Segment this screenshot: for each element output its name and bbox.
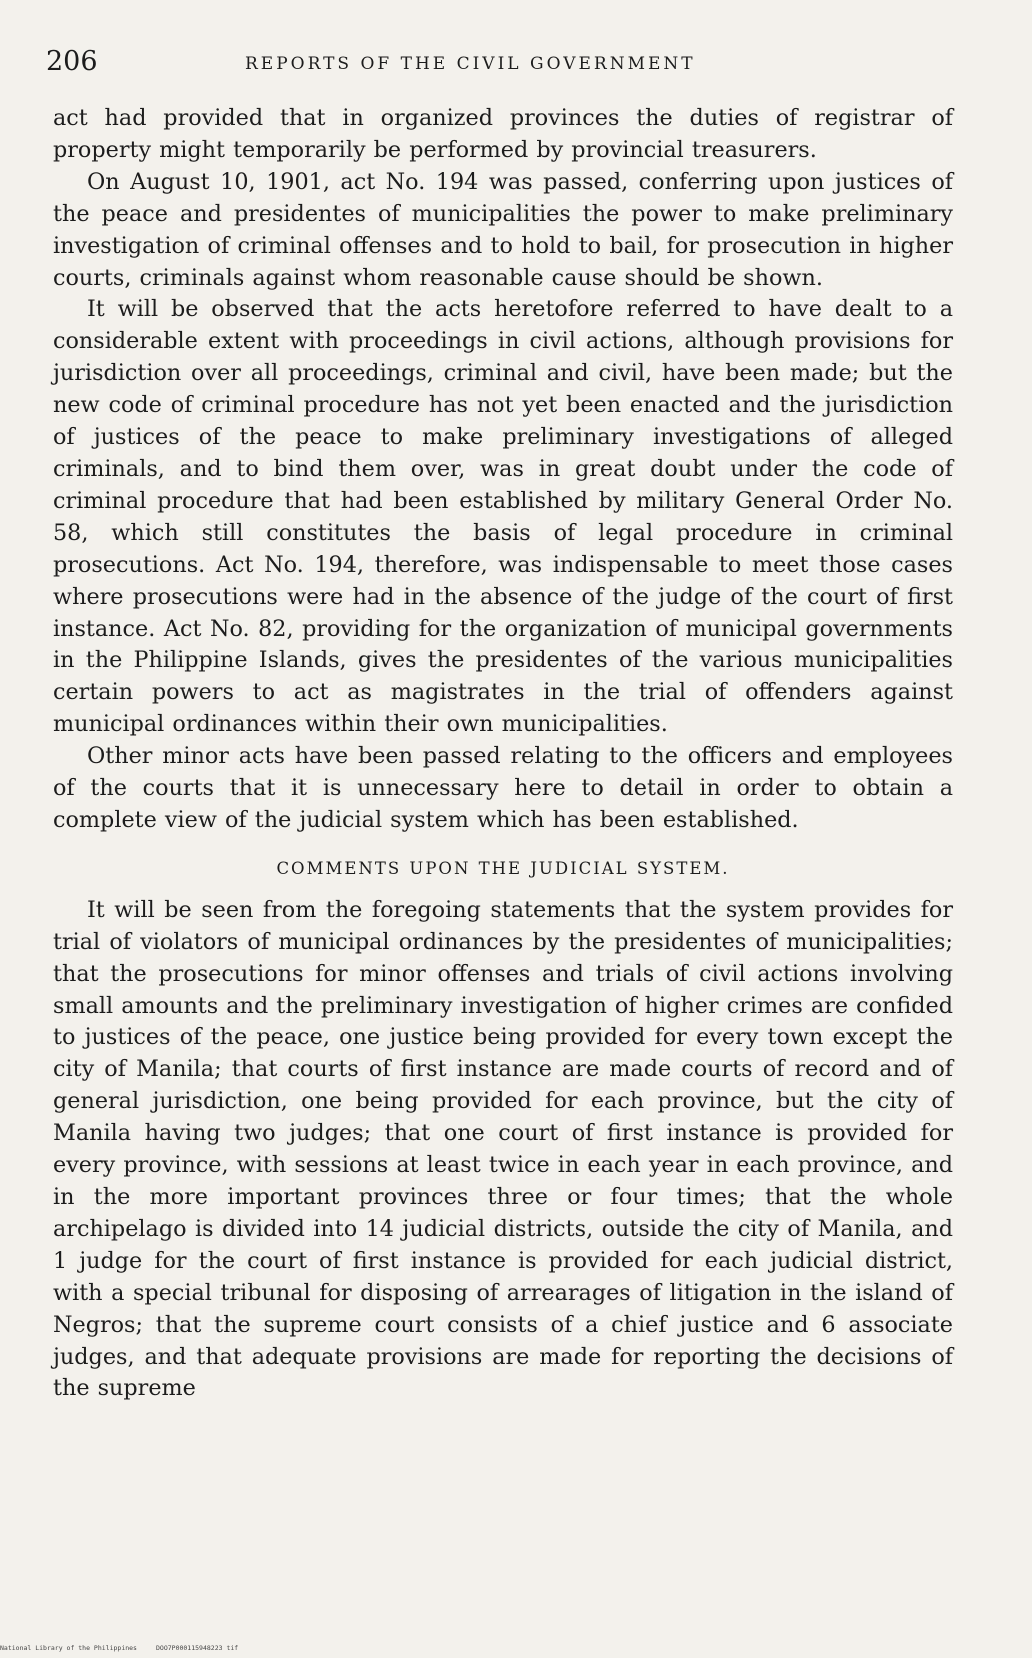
running-head: REPORTS OF THE CIVIL GOVERNMENT bbox=[245, 54, 696, 74]
footer-credit: National Library of the Philippines bbox=[0, 1644, 137, 1652]
footer-file-code: DOO7P000115948223 tif bbox=[156, 1644, 239, 1652]
section-heading: COMMENTS UPON THE JUDICIAL SYSTEM. bbox=[276, 858, 730, 878]
paragraph: It will be seen from the foregoing statements that the system provides for trial of violators of municipal ordinances by the presidentes of municipalities; that the prosecutions for minor offenses and trials of civil actions involving small amounts and the preliminary investigation of higher crimes are confided to justices of the peace, one justice being provided for every town except the city of Manila; that courts of first instance are made courts of record and of general jurisdiction, one being provided for each province, but the city of Manila having two judges; that one court of first instance is provided for every province, with sessions at least twice in each year in each province, and in the more important provinces three or four times; that the whole archipelago is divided into 14 judicial districts, outside the city of Manila, and 1 judge for the court of first instance is provided for each judicial district, with a special tribunal for disposing of arrearages of litigation in the island of Negros; that the supreme court consists of a chief justice and 6 associate judges, and that adequate provisions are made for reporting the decisions of the supreme bbox=[53, 896, 954, 1402]
paragraph: It will be observed that the acts heretofore referred to have dealt to a considerable extent with proceedings in civil actions, although provisions for jurisdiction over all proceedings, criminal and civil, have been made; but the new code of criminal procedure has not yet been enacted and the jurisdiction of justices of the peace to make preliminary investigations of alleged criminals, and to bind them over, was in great doubt under the code of criminal procedure that had been established by military General Order No. 58, which still constitutes the basis of legal procedure in criminal prosecutions. Act No. 194, therefore, was indispensable to meet those cases where prosecutions were had in the absence of the judge of the court of first instance. Act No. 82, providing for the organization of municipal governments in the Philippine Islands, gives the presidentes of the various municipalities certain powers to act as magistrates in the trial of offenders against municipal ordinances within their own municipalities. bbox=[53, 296, 953, 738]
page-header bbox=[40, 46, 960, 80]
paragraph: On August 10, 1901, act No. 194 was passed, conferring upon justices of the peace and presidentes of municipalities the power to make preliminary investigation of criminal offenses and to hold to bail, for prosecution in higher courts, criminals against whom reasonable cause should be shown. bbox=[53, 168, 953, 291]
paragraph: Other minor acts have been passed relating to the officers and employees of the courts that it is unnecessary here to detail in order to obtain a complete view of the judicial system which has been established. bbox=[53, 743, 953, 833]
paragraph-continued: act had provided that in organized provinces the duties of registrar of property might temporarily be performed by provincial treasurers. bbox=[53, 105, 953, 163]
page-number: 206 bbox=[46, 46, 98, 77]
body-text bbox=[53, 103, 953, 1405]
